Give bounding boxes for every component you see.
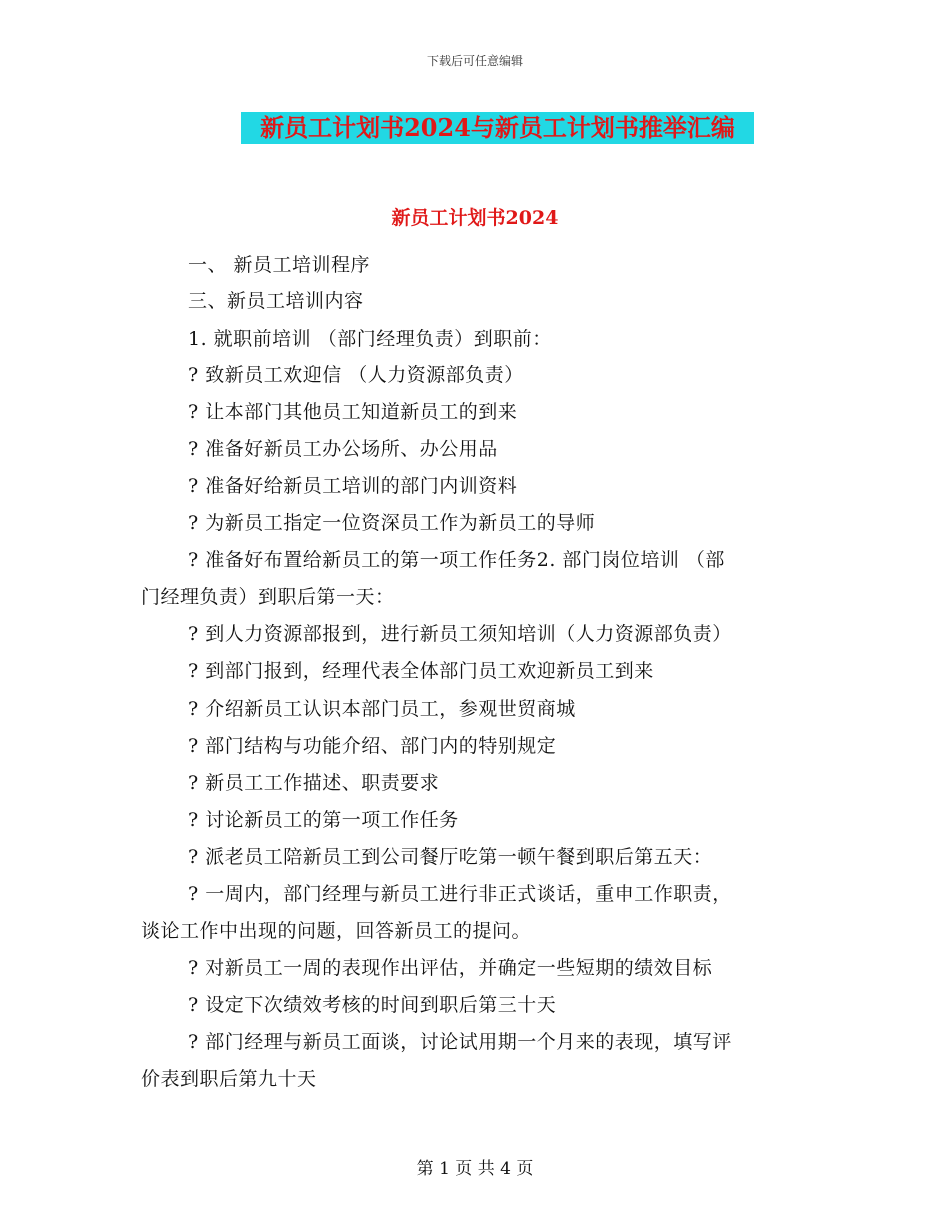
document-title: 新员工计划书2024与新员工计划书推举汇编 [241, 112, 754, 144]
text-line: 价表到职后第九十天 [141, 1068, 317, 1090]
text-line: 谈论工作中出现的问题，回答新员工的提问。 [141, 920, 532, 942]
text-line: ? 介绍新员工认识本部门员工，参观世贸商城 [188, 698, 576, 720]
text-line: ? 部门结构与功能介绍、部门内的特别规定 [188, 735, 557, 757]
text-line: 三、新员工培训内容 [188, 290, 364, 312]
text-line: ? 部门经理与新员工面谈，讨论试用期一个月来的表现，填写评 [188, 1031, 732, 1053]
text-line: ? 对新员工一周的表现作出评估，并确定一些短期的绩效目标 [188, 957, 713, 979]
text-line: ? 准备好布置给新员工的第一项工作任务2. 部门岗位培训 （部 [188, 549, 725, 571]
text-line: ? 到部门报到，经理代表全体部门员工欢迎新员工到来 [188, 660, 654, 682]
text-line: 1. 就职前培训 （部门经理负责）到职前： [188, 328, 552, 350]
text-line: ? 致新员工欢迎信 （人力资源部负责） [188, 364, 524, 386]
text-line: ? 一周内，部门经理与新员工进行非正式谈话，重申工作职责， [188, 883, 732, 905]
text-line: 一、 新员工培训程序 [188, 254, 371, 276]
text-line: ? 准备好新员工办公场所、办公用品 [188, 438, 498, 460]
text-line: ? 到人力资源部报到，进行新员工须知培训（人力资源部负责） [188, 623, 732, 645]
text-line: ? 讨论新员工的第一项工作任务 [188, 809, 459, 831]
page-footer: 第 1 页 共 4 页 [416, 1159, 534, 1179]
text-line: ? 让本部门其他员工知道新员工的到来 [188, 401, 518, 423]
header-note: 下载后可任意编辑 [426, 54, 523, 68]
text-line: ? 新员工工作描述、职责要求 [188, 772, 440, 794]
text-line: ? 派老员工陪新员工到公司餐厅吃第一顿午餐到职后第五天： [188, 846, 713, 868]
text-line: ? 准备好给新员工培训的部门内训资料 [188, 475, 518, 497]
text-line: ? 为新员工指定一位资深员工作为新员工的导师 [188, 512, 596, 534]
text-line: 门经理负责）到职后第一天： [141, 586, 395, 608]
text-line: ? 设定下次绩效考核的时间到职后第三十天 [188, 994, 557, 1016]
section-title: 新员工计划书2024 [391, 207, 559, 229]
